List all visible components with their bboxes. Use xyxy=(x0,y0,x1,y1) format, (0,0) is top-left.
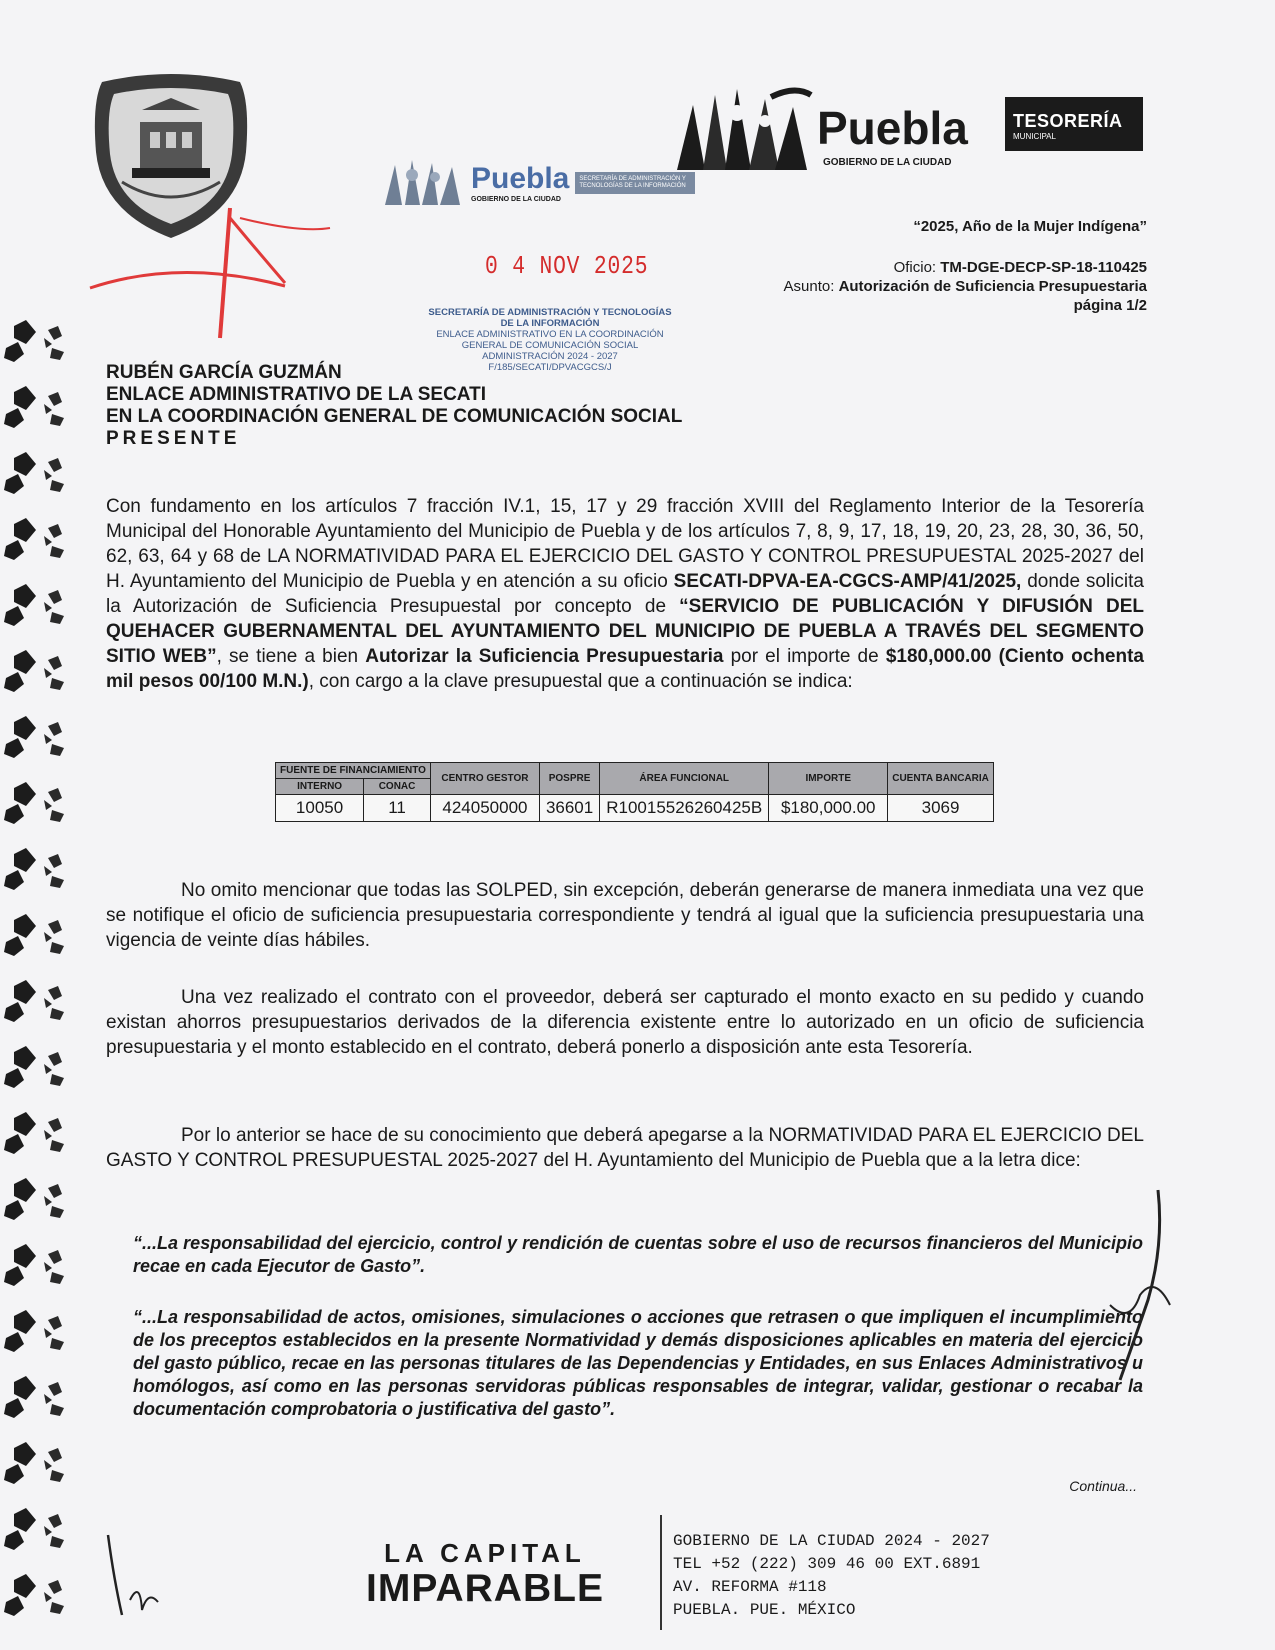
stamp-logo-sub: GOBIERNO DE LA CIUDAD xyxy=(471,196,561,203)
stamp-logo xyxy=(380,155,720,210)
stamp-line: SECRETARÍA DE ADMINISTRACIÓN Y TECNOLOGÍAS xyxy=(428,307,672,318)
continua-label: Continua... xyxy=(1069,1478,1137,1494)
cell-centro-gestor: 424050000 xyxy=(430,795,539,822)
footer-logo-line2: IMPARABLE xyxy=(366,1567,604,1610)
footer-address-line: TEL +52 (222) 309 46 00 EXT.6891 xyxy=(673,1555,981,1573)
footer-address-line: AV. REFORMA #118 xyxy=(673,1578,827,1596)
header-logo-word: Puebla xyxy=(817,102,968,154)
stamp-line: DE LA INFORMACIÓN xyxy=(500,318,600,329)
oficio-reference: SECATI-DPVA-EA-CGCS-AMP/41/2025, xyxy=(673,571,1022,592)
cell-pospre: 36601 xyxy=(539,795,599,822)
puebla-emblem-icon xyxy=(675,85,815,177)
header-interno: INTERNO xyxy=(276,779,364,795)
paragraph-contrato: Una vez realizado el contrato con el proveedor, deberá ser capturado el monto exacto en su pedido y cuando existan ahorros presupuestarios derivados de la diferencia existente entre lo autorizado en un oficio de suficiencia presupuestaria y el monto establecido en el contrato, deberá ponerlo a disposición ante esta Tesorería. xyxy=(106,987,1144,1058)
addressee-area: EN LA COORDINACIÓN GENERAL DE COMUNICACIÓN SOCIAL xyxy=(106,406,683,427)
cell-conac: 11 xyxy=(364,795,431,822)
cell-area-funcional: R10015526260425B xyxy=(600,795,769,822)
text-span: , con cargo a la clave presupuestal que a continuación se indica: xyxy=(308,671,853,692)
decorative-border xyxy=(0,318,72,1648)
header-logo-sub: GOBIERNO DE LA CIUDAD xyxy=(823,157,952,168)
puebla-emblem-icon xyxy=(380,155,465,210)
paragraph-solped: No omito mencionar que todas las SOLPED, sin excepción, deberán generarse de manera inmediata una vez que se notifique el oficio de suficiencia presupuestaria correspondiente y tendrá al igual que la suficiencia presupuestaria una vigencia de veinte días hábiles. xyxy=(106,880,1144,951)
oficio-block xyxy=(784,258,1147,315)
stamp-line: ADMINISTRACIÓN 2024 - 2027 xyxy=(482,351,618,362)
stamp-line: ENLACE ADMINISTRATIVO EN LA COORDINACIÓN xyxy=(436,329,664,340)
cell-importe: $180,000.00 xyxy=(769,795,888,822)
stamp-logo-word: Puebla xyxy=(471,162,570,195)
header-pospre: POSPRE xyxy=(539,763,599,795)
initials-signature xyxy=(100,1530,180,1620)
text-span: por el importe de xyxy=(723,646,886,667)
asunto-value: Autorización de Suficiencia Presupuestaria xyxy=(838,278,1147,295)
quote-responsabilidad-actos: “...La responsabilidad de actos, omisiones, simulaciones o acciones que retrasen o que impliquen el incumplimiento de los preceptos establecidos en la presente Normatividad y demás disposiciones aplicables en materia del ejercicio del gasto público, recae en las personas titulares de las Dependencias y Entidades, en sus Enlaces Administrativos u homólogos, así como en las personas servidoras públicas responsables de integrar, validar, gestionar o recabar la documentación comprobatoria o justificativa del gasto”. xyxy=(133,1307,1143,1419)
header-area-funcional: ÁREA FUNCIONAL xyxy=(600,763,769,795)
asunto-label: Asunto: xyxy=(783,278,835,295)
header-fuente: FUENTE DE FINANCIAMIENTO xyxy=(276,763,431,779)
paragraph-normatividad: Por lo anterior se hace de su conocimiento que deberá apegarse a la NORMATIVIDAD PARA EL EJERCICIO DEL GASTO Y CONTROL PRESUPUESTAL 2025-2027 del H. Ayuntamiento del Municipio de Puebla que a la letra dice: xyxy=(106,1125,1144,1171)
margin-signature xyxy=(1100,1185,1180,1395)
cell-interno: 10050 xyxy=(276,795,364,822)
paragraph-fundamento xyxy=(106,494,1144,694)
oficio-label: Oficio: xyxy=(893,259,937,276)
stamp-date: 0 4 NOV 2025 xyxy=(485,251,649,281)
service-concept: “SERVICIO DE PUBLICACIÓN Y DIFUSIÓN DEL QUEHACER GUBERNAMENTAL DEL AYUNTAMIENTO DEL MUNICIPIO DE PUEBLA A TRAVÉS DEL SEGMENTO SITIO WEB” xyxy=(106,596,1145,667)
addressee-title: ENLACE ADMINISTRATIVO DE LA SECATI xyxy=(106,384,486,405)
header-importe: IMPORTE xyxy=(769,763,888,795)
text-span: donde solicita la Autorización de Suficiencia Presupuestal por concepto de xyxy=(106,571,1145,617)
footer-address xyxy=(673,1530,990,1622)
stamp-line: GENERAL DE COMUNICACIÓN SOCIAL xyxy=(461,340,639,351)
addressee-block xyxy=(106,362,682,450)
text-span: , se tiene a bien xyxy=(216,646,366,667)
table-row xyxy=(276,795,994,822)
budget-table xyxy=(275,762,994,822)
header-conac: CONAC xyxy=(364,779,431,795)
footer-address-line: PUEBLA. PUE. MÉXICO xyxy=(673,1601,856,1619)
red-handwritten-mark xyxy=(80,188,360,358)
page-indicator: página 1/2 xyxy=(1073,297,1147,314)
amount-phrase: $180,000.00 (Ciento ochenta mil pesos 00/100 M.N.) xyxy=(106,646,1144,692)
text-span: Con fundamento en los artículos 7 fracción IV.1, 15, 17 y 29 fracción XVIII del Reglamento Interior de la Tesorería Municipal del Honorable Ayuntamiento del Municipio de Puebla y de los artículos 7, 8, 9, 17, 18, 19, 20, 23, 28, 30, 36, 50, 62, 63, 64 y 68 de LA NORMATIVIDAD PARA EL EJERCICIO DEL GASTO Y CONTROL PRESUPUESTAL 2025-2027 del H. Ayuntamiento del Municipio de Puebla y en atención a su oficio xyxy=(106,496,1144,592)
authorization-phrase: Autorizar la Suficiencia Presupuestaria xyxy=(365,646,724,667)
footer-address-line: GOBIERNO DE LA CIUDAD 2024 - 2027 xyxy=(673,1532,990,1550)
stamp-logo-side: SECRETARÍA DE ADMINISTRACIÓN Y TECNOLOGÍAS DE LA INFORMACIÓN xyxy=(575,172,695,194)
municipal-label: MUNICIPAL xyxy=(1013,132,1056,141)
quote-responsabilidad-ejercicio: “...La responsabilidad del ejercicio, control y rendición de cuentas sobre el uso de recursos financieros del Municipio recae en cada Ejecutor de Gasto”. xyxy=(133,1233,1143,1276)
year-motto: “2025, Año de la Mujer Indígena” xyxy=(913,218,1147,235)
footer-divider xyxy=(660,1515,662,1630)
addressee-presente: PRESENTE xyxy=(106,428,241,449)
header-cuenta-bancaria: CUENTA BANCARIA xyxy=(888,763,994,795)
addressee-name: RUBÉN GARCÍA GUZMÁN xyxy=(106,362,342,383)
stamp-line: F/185/SECATI/DPVACGCS/J xyxy=(488,362,612,373)
header-centro-gestor: CENTRO GESTOR xyxy=(430,763,539,795)
tesoreria-logo xyxy=(675,85,1145,180)
cell-cuenta-bancaria: 3069 xyxy=(888,795,994,822)
reception-stamp xyxy=(380,155,720,373)
tesoreria-band xyxy=(1005,97,1143,151)
footer-logo-line1: LA CAPITAL xyxy=(384,1538,586,1568)
tesoreria-label: TESORERÍA xyxy=(1013,111,1123,131)
oficio-value: TM-DGE-DECP-SP-18-110425 xyxy=(940,259,1147,276)
la-capital-imparable-logo xyxy=(340,1538,630,1618)
